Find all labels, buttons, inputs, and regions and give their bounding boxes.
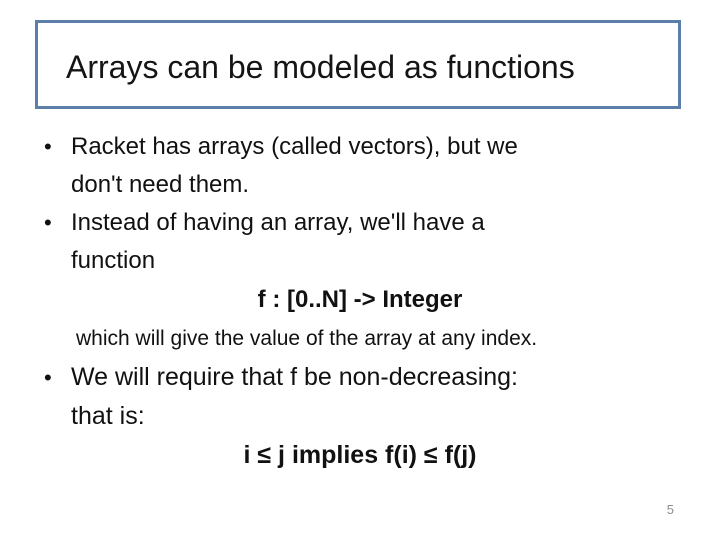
bullet-line: don't need them. [71, 171, 250, 198]
bullet-text [71, 128, 518, 204]
bullet-item-racket [44, 128, 518, 204]
slide-title: Arrays can be modeled as functions [66, 49, 575, 85]
page-number: 5 [666, 502, 674, 517]
bullet-line: Racket has arrays (called vectors), but we [71, 133, 518, 160]
formula-function-type: f : [0..N] -> Integer [257, 286, 463, 313]
bullet-item-instead [44, 204, 485, 280]
bullet-line: We will require that f be non-decreasing: [71, 363, 518, 391]
bullet-icon: • [44, 210, 52, 235]
bullet-text [71, 204, 485, 280]
bullet-item-nondecreasing [44, 358, 518, 436]
bullet-line: Instead of having an array, we'll have a [71, 209, 485, 236]
formula-monotonicity: i ≤ j implies f(i) ≤ f(j) [243, 441, 477, 469]
bullet-icon: • [44, 134, 52, 159]
bullet-line: function [71, 247, 156, 274]
bullet-text [71, 358, 518, 436]
title-box [35, 20, 681, 109]
bullet-line: that is: [71, 402, 145, 430]
bullet-icon: • [44, 365, 52, 390]
note-array-index: which will give the value of the array at any index. [76, 327, 538, 350]
